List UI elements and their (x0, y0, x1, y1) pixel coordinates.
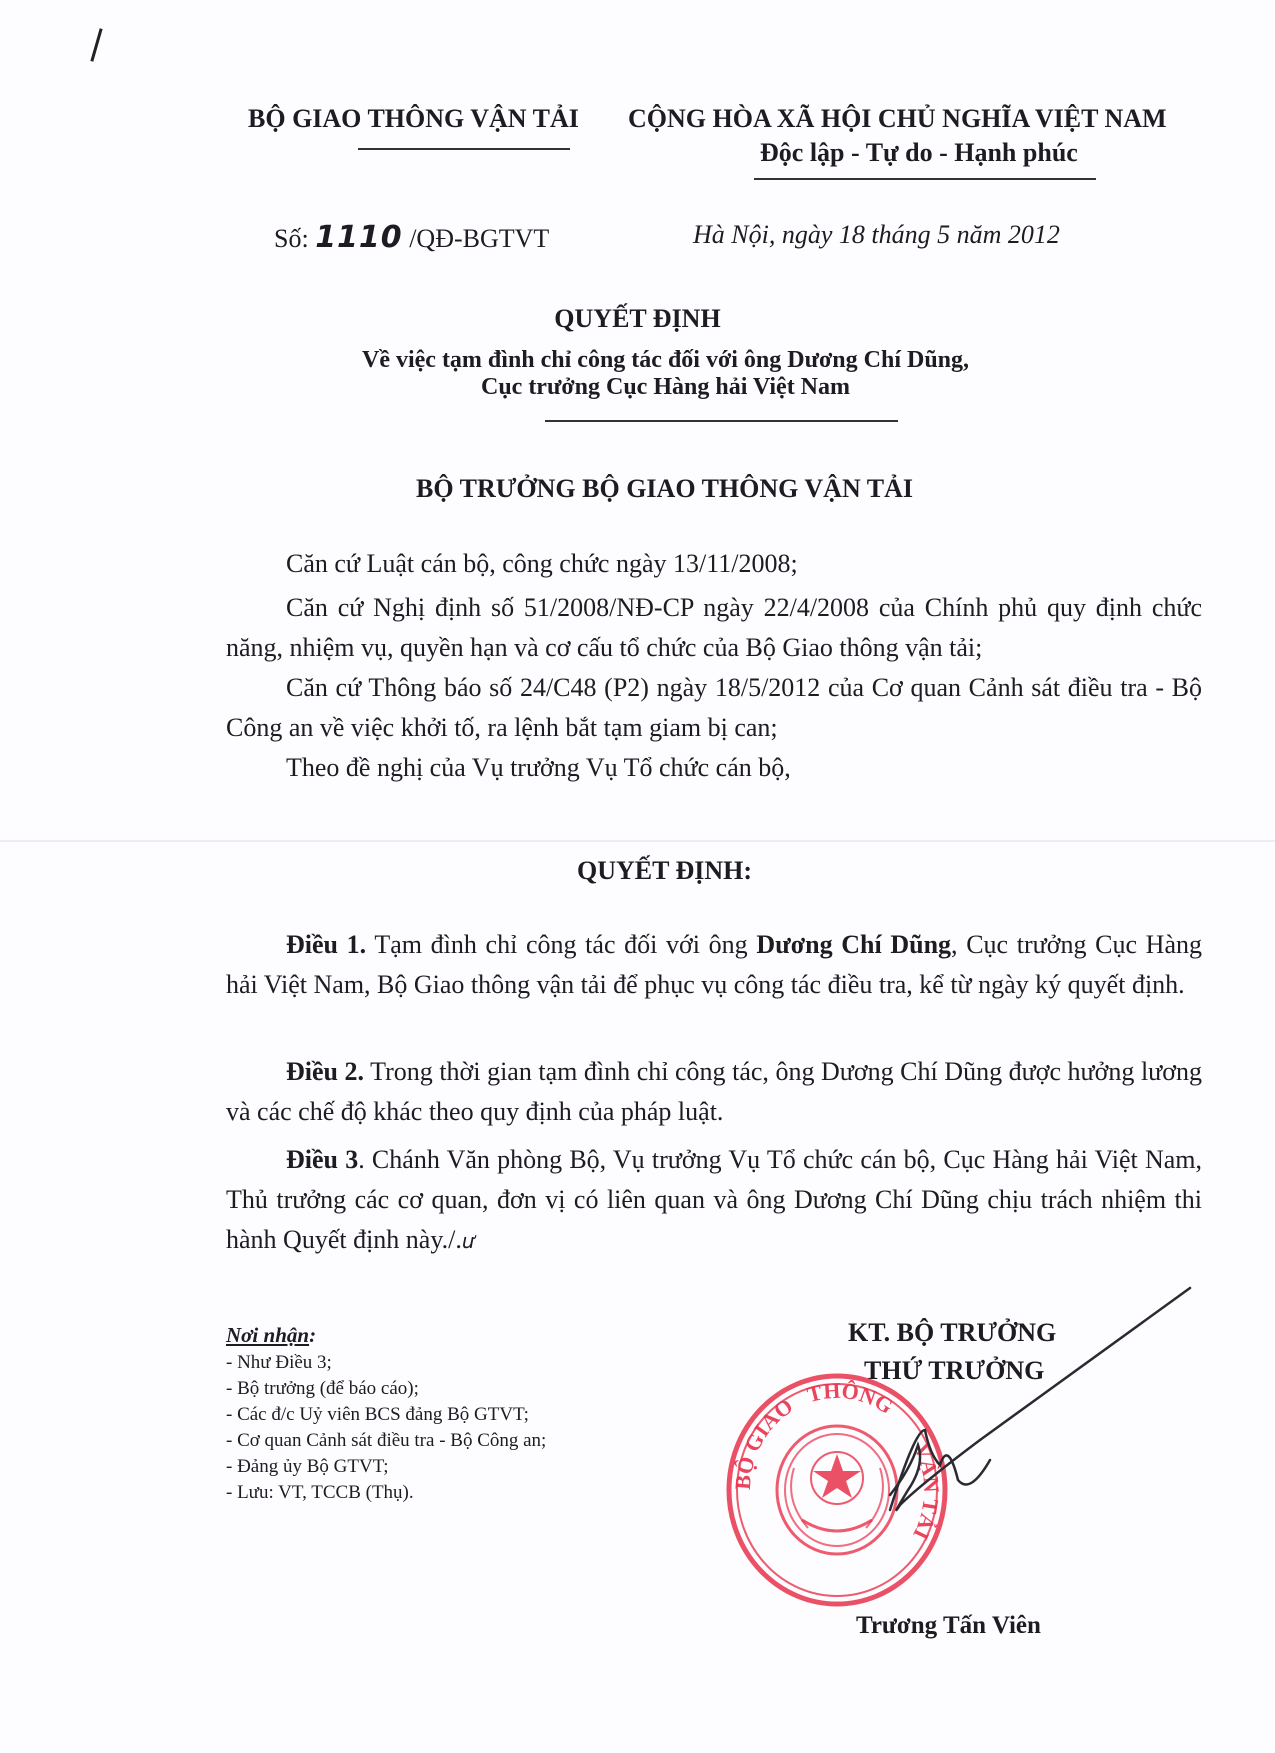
decision-heading: QUYẾT ĐỊNH: (576, 856, 753, 885)
recipient-item: - Lưu: VT, TCCB (Thụ). (226, 1482, 414, 1503)
handwritten-initial: ư (461, 1229, 475, 1253)
subject-line-1: Về việc tạm đình chỉ công tác đối với ông Dương Chí Dũng, (361, 347, 970, 373)
article-2 (226, 1052, 1202, 1132)
signer-name: Trương Tấn Viên (856, 1612, 1041, 1639)
article-3 (226, 1140, 1202, 1261)
legal-basis-1: Căn cứ Luật cán bộ, công chức ngày 13/11/2008; (286, 549, 798, 578)
signature-title-2: THỨ TRƯỞNG (864, 1356, 1045, 1385)
subject-underline (545, 420, 898, 422)
article-2-text: Trong thời gian tạm đình chỉ công tác, ông Dương Chí Dũng được hưởng lương và các chế độ khác theo quy định của pháp luật. (226, 1057, 1203, 1126)
article-1-person: Dương Chí Dũng (756, 930, 952, 959)
number-prefix: Số: (274, 224, 316, 253)
national-title: CỘNG HÒA XÃ HỘI CHỦ NGHĨA VIỆT NAM (628, 104, 1167, 133)
recipients-block (226, 1322, 546, 1506)
handwritten-signature (860, 1280, 1200, 1540)
motto-underline (754, 178, 1096, 180)
article-3-text: . Chánh Văn phòng Bộ, Vụ trưởng Vụ Tổ chức cán bộ, Cục Hàng hải Việt Nam, Thủ trưởng các cơ quan, đơn vị có liên quan và ông Dương Chí Dũng chịu trách nhiệm thi hành Quyết định này./. (226, 1145, 1202, 1254)
seal-text-top: THÔNG (804, 1377, 898, 1419)
agency-underline (358, 148, 570, 150)
article-3-label: Điều 3 (286, 1145, 359, 1174)
recipient-item: - Cơ quan Cảnh sát điều tra - Bộ Công an; (226, 1430, 547, 1451)
legal-basis-3: Căn cứ Thông báo số 24/C48 (P2) ngày 18/5/2012 của Cơ quan Cảnh sát điều tra - Bộ Công an về việc khởi tố, ra lệnh bắt tạm giam bị can; (226, 673, 1202, 742)
article-1 (226, 925, 1202, 1005)
recipient-item: - Như Điều 3; (226, 1352, 332, 1373)
issuing-agency: BỘ GIAO THÔNG VẬN TẢI (248, 104, 579, 133)
issuing-authority: BỘ TRƯỞNG BỘ GIAO THÔNG VẬN TẢI (416, 474, 913, 503)
handwritten-mark (90, 28, 102, 62)
recipients-title: Nơi nhận: (226, 1323, 317, 1347)
national-motto: Độc lập - Tự do - Hạnh phúc (760, 138, 1078, 167)
recipient-item: - Các đ/c Uỷ viên BCS đảng Bộ GTVT; (226, 1404, 529, 1425)
signature-title-1: KT. BỘ TRƯỞNG (848, 1318, 1057, 1347)
recipients-list (226, 1350, 546, 1506)
recipient-item: - Bộ trưởng (để báo cáo); (226, 1378, 419, 1399)
article-2-label: Điều 2. (286, 1057, 365, 1086)
document-date: Hà Nội, ngày 18 tháng 5 năm 2012 (693, 220, 1060, 249)
document-title: QUYẾT ĐỊNH (554, 304, 721, 333)
recipient-item: - Đảng ủy Bộ GTVT; (226, 1456, 389, 1477)
subject-line-2: Cục trưởng Cục Hàng hải Việt Nam (480, 374, 851, 400)
handwritten-number: 1110 (315, 220, 403, 255)
article-1-label: Điều 1. (286, 930, 367, 959)
number-suffix: /QĐ-BGTVT (402, 224, 550, 253)
paper-fold-line (0, 840, 1275, 842)
proposal-basis: Theo đề nghị của Vụ trưởng Vụ Tổ chức cán bộ, (286, 753, 791, 782)
seal-text-left: BỘ GIAO (729, 1393, 798, 1491)
article-1-text-a: Tạm đình chỉ công tác đối với ông (366, 930, 757, 959)
legal-basis-2: Căn cứ Nghị định số 51/2008/NĐ-CP ngày 22/4/2008 của Chính phủ quy định chức năng, nhiệm vụ, quyền hạn và cơ cấu tổ chức của Bộ Giao thông vận tải; (226, 593, 1202, 662)
document-number (274, 220, 549, 255)
seal-text-right: VẬN TẢI (908, 1439, 945, 1544)
article-1-text-b: , Cục trưởng Cục Hàng hải Việt Nam, Bộ Giao thông vận tải để phục vụ công tác điều tra, kể từ ngày ký quyết định. (226, 930, 1202, 999)
